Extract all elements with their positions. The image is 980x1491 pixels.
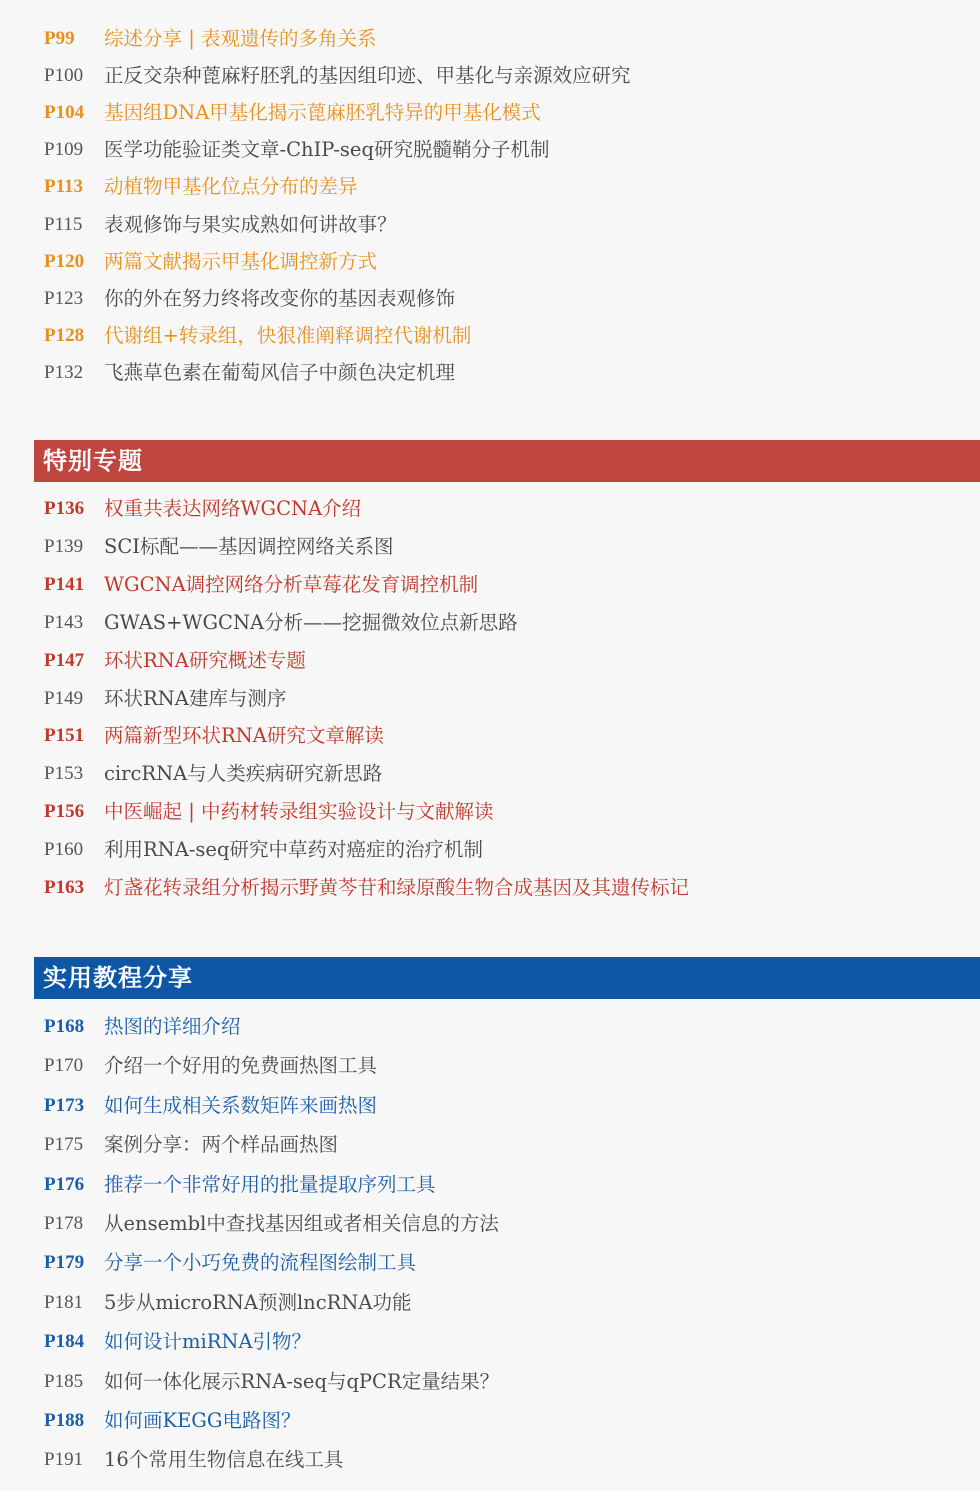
toc-page-number: P109 <box>44 139 84 161</box>
toc-entry-title: 热图的详细介绍 <box>104 1015 241 1038</box>
toc-entry-title: 中医崛起 | 中药材转录组实验设计与文献解读 <box>104 800 494 824</box>
toc-page-number: P123 <box>44 287 84 309</box>
toc-entry[interactable] <box>44 1130 338 1160</box>
section-banner-tutorials: 实用教程分享 <box>34 957 980 999</box>
toc-entry-title: 你的外在努力终将改变你的基因表观修饰 <box>104 286 456 310</box>
toc-entry-title: 综述分享 | 表观遗传的多角关系 <box>104 27 377 50</box>
toc-entry-title: 两篇新型环状RNA研究文章解读 <box>104 724 384 748</box>
toc-page-number: P141 <box>44 573 85 595</box>
toc-page-number: P181 <box>44 1291 84 1313</box>
toc-page-number: P175 <box>44 1134 84 1156</box>
toc-entry-title: 表观修饰与果实成熟如何讲故事？ <box>104 212 397 236</box>
toc-entry[interactable] <box>44 873 689 903</box>
toc-page-number: P113 <box>44 176 84 198</box>
toc-entry[interactable] <box>44 172 358 202</box>
toc-entry[interactable] <box>44 1367 499 1397</box>
toc-entry-title: 案例分享：两个样品画热图 <box>104 1133 339 1157</box>
toc-entry-title: 正反交杂种蓖麻籽胚乳的基因组印迹、甲基化与亲源效应研究 <box>104 64 631 88</box>
toc-entry[interactable] <box>44 721 384 751</box>
toc-entry-title: 如何设计miRNA引物？ <box>104 1330 312 1354</box>
toc-page-number: P153 <box>44 763 84 785</box>
toc-page-number: P156 <box>44 801 85 823</box>
toc-entry[interactable] <box>44 1209 499 1239</box>
toc-entry[interactable] <box>44 1445 343 1475</box>
toc-entry[interactable] <box>44 24 376 54</box>
toc-entry[interactable] <box>44 759 382 789</box>
toc-page-number: P185 <box>44 1370 84 1392</box>
toc-entry[interactable] <box>44 1327 311 1357</box>
toc-page-number: P173 <box>44 1094 85 1116</box>
toc-entry[interactable] <box>44 1012 241 1042</box>
toc-page-number: P128 <box>44 324 85 346</box>
toc-page-number: P188 <box>44 1410 85 1431</box>
toc-page-number: P179 <box>44 1252 85 1274</box>
toc-page-number: P168 <box>44 1016 85 1037</box>
toc-page-number: P132 <box>44 361 84 383</box>
toc-entry[interactable] <box>44 532 393 562</box>
toc-page-number: P149 <box>44 687 84 709</box>
toc-entry-title: 推荐一个非常好用的批量提取序列工具 <box>104 1172 436 1196</box>
toc-entry-title: 5步从microRNA预测lncRNA功能 <box>104 1290 412 1314</box>
toc-entry-title: 16个常用生物信息在线工具 <box>104 1448 344 1472</box>
toc-entry-title: 代谢组+转录组，快狠准阐释调控代谢机制 <box>104 323 472 347</box>
toc-page-number: P100 <box>44 65 84 87</box>
toc-page-number: P120 <box>44 250 85 272</box>
toc-entry-title: 医学功能验证类文章-ChIP-seq研究脱髓鞘分子机制 <box>104 138 550 162</box>
toc-entry[interactable] <box>44 1091 377 1121</box>
toc-entry-title: 从ensembl中查找基因组或者相关信息的方法 <box>104 1212 499 1235</box>
toc-entry[interactable] <box>44 247 377 277</box>
toc-entry[interactable] <box>44 61 631 91</box>
toc-entry[interactable] <box>44 1051 377 1081</box>
toc-page-number: P151 <box>44 725 85 747</box>
toc-entry-title: 如何画KEGG电路图？ <box>104 1409 301 1432</box>
toc-entry[interactable] <box>44 1288 412 1318</box>
toc-entry[interactable] <box>44 835 483 865</box>
toc-entry-title: 动植物甲基化位点分布的差异 <box>104 175 358 199</box>
toc-entry-title: 如何生成相关系数矩阵来画热图 <box>104 1093 378 1117</box>
toc-page-number: P147 <box>44 649 85 671</box>
toc-page-number: P176 <box>44 1173 85 1195</box>
toc-page-number: P178 <box>44 1213 84 1234</box>
toc-entry-title: circRNA与人类疾病研究新思路 <box>104 762 383 786</box>
toc-entry[interactable] <box>44 494 361 524</box>
toc-entry-title: 基因组DNA甲基化揭示蓖麻胚乳特异的甲基化模式 <box>104 101 541 125</box>
toc-page-number: P163 <box>44 877 85 898</box>
toc-entry-title: 介绍一个好用的免费画热图工具 <box>104 1054 378 1078</box>
toc-entry[interactable] <box>44 570 478 600</box>
toc-entry[interactable] <box>44 1248 416 1278</box>
toc-entry-title: 飞燕草色素在葡萄风信子中颜色决定机理 <box>104 360 456 384</box>
toc-entry[interactable] <box>44 608 518 638</box>
toc-entry[interactable] <box>44 797 493 827</box>
toc-entry[interactable] <box>44 684 286 714</box>
toc-page-number: P160 <box>44 839 84 861</box>
toc-entry-title: 如何一体化展示RNA-seq与qPCR定量结果？ <box>104 1369 500 1393</box>
toc-page-number: P143 <box>44 611 84 633</box>
toc-entry[interactable] <box>44 98 541 128</box>
toc-page-number: P170 <box>44 1055 84 1077</box>
toc-entry[interactable] <box>44 646 306 676</box>
toc-page-number: P136 <box>44 498 85 519</box>
toc-entry-title: 分享一个小巧免费的流程图绘制工具 <box>104 1251 417 1275</box>
toc-entry[interactable] <box>44 321 471 351</box>
toc-entry[interactable] <box>44 1406 300 1436</box>
toc-entry-title: 权重共表达网络WGCNA介绍 <box>104 497 362 520</box>
toc-page-number: P99 <box>44 28 75 49</box>
toc-entry-title: WGCNA调控网络分析草莓花发育调控机制 <box>104 572 479 596</box>
toc-page-number: P191 <box>44 1449 84 1471</box>
toc-entry-title: GWAS+WGCNA分析——挖掘微效位点新思路 <box>104 610 518 634</box>
toc-entry[interactable] <box>44 135 549 165</box>
toc-entry[interactable] <box>44 210 397 240</box>
toc-entry[interactable] <box>44 358 455 388</box>
toc-entry-title: 两篇文献揭示甲基化调控新方式 <box>104 249 378 273</box>
toc-entry[interactable] <box>44 284 455 314</box>
toc-page-number: P139 <box>44 535 84 557</box>
toc-entry-title: 环状RNA研究概述专题 <box>104 648 306 672</box>
toc-page-number: P184 <box>44 1331 85 1353</box>
section-banner-special-topics: 特别专题 <box>34 440 980 482</box>
toc-entry-title: 灯盏花转录组分析揭示野黄芩苷和绿原酸生物合成基因及其遗传标记 <box>104 876 690 899</box>
toc-entry-title: SCI标配——基因调控网络关系图 <box>104 534 394 558</box>
toc-entry[interactable] <box>44 1170 436 1200</box>
toc-page-number: P104 <box>44 102 85 124</box>
toc-page-number: P115 <box>44 213 83 235</box>
toc-entry-title: 利用RNA-seq研究中草药对癌症的治疗机制 <box>104 838 483 862</box>
toc-entry-title: 环状RNA建库与测序 <box>104 686 287 710</box>
